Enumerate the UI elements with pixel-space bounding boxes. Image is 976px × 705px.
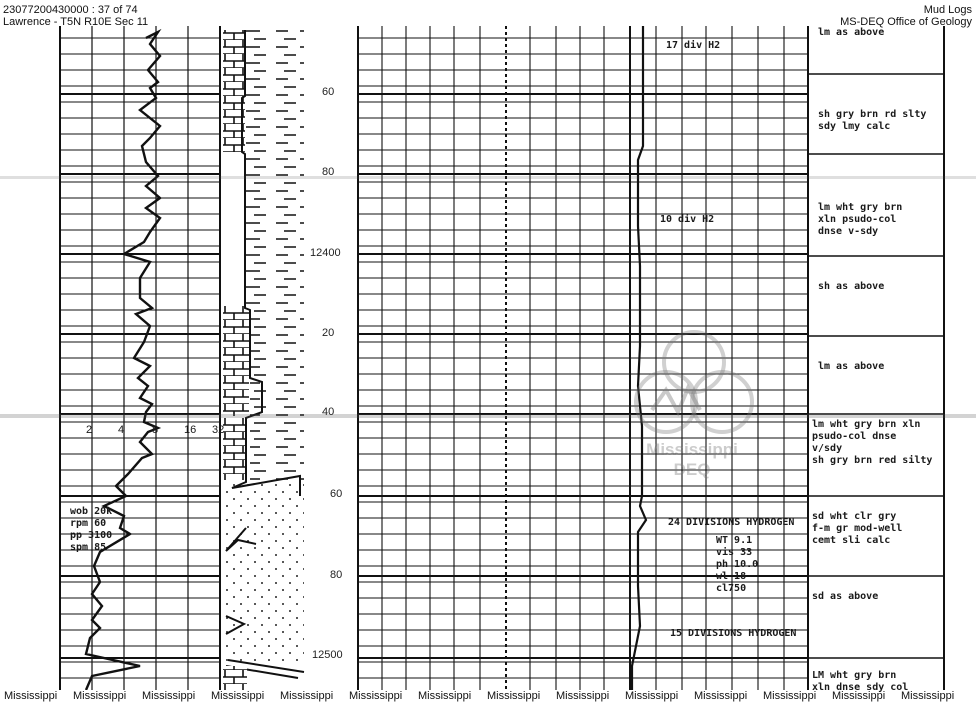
footer-label: Mississippi [73,690,127,702]
footer-label: Mississippi [418,690,472,702]
shale-fill-upper [246,30,304,306]
mud-properties: WT 9.1 vis 33 ph 10.0 wl 18 cl750 [716,535,759,594]
footer-label: Mississippi [625,690,679,702]
scan-seam-upper [0,176,976,179]
msdeq-watermark [630,326,754,486]
footer-label: Mississippi [349,690,403,702]
gas-note: 24 DIVISIONS HYDROGEN [668,517,795,528]
lithology-description: lm as above [818,361,885,372]
lithology-description: LM wht gry brn xln dnse sdy col [812,670,909,693]
footer-watermark-strip [0,690,976,705]
lithology-description: lm wht gry brn xln psudo-col dnse v/sdy sh gry brn red silty [812,419,933,466]
lithology-description: sh gry brn rd slty sdy lmy calc [818,109,927,132]
limestone-fill-mid [223,306,249,416]
footer-label: Mississippi [694,690,748,702]
shale-fill-mid [250,306,304,481]
gas-note: 10 div H2 [660,214,715,225]
sand-fill [223,481,304,661]
agency-name: MS-DEQ Office of Geology [840,16,972,28]
footer-label: Mississippi [556,690,610,702]
drilling-parameters: wob 20k rpm 60 pp 3100 spm 85 [70,506,113,553]
depth-label: 80 [322,166,335,178]
depth-label: 40 [322,406,335,418]
document-id: 23077200430000 : 37 of 74 [3,4,138,16]
lithology-description: sd as above [812,591,879,602]
watermark-text: Mississippi [646,440,738,459]
footer-label: Mississippi [280,690,334,702]
footer-label: Mississippi [901,690,955,702]
scale-tick-2: 2 [86,424,93,436]
watermark-logo-icon [630,326,754,436]
gas-note: 15 DIVISIONS HYDROGEN [670,628,797,639]
scale-tick-32: 32 [212,424,225,436]
depth-label: 20 [322,327,335,339]
footer-label: Mississippi [763,690,817,702]
depth-label: 12400 [310,247,341,259]
scale-tick-8: 8 [152,424,159,436]
scale-tick-16: 16 [184,424,197,436]
lithology-description: sd wht clr gry f-m gr mod-well cemt sli calc [812,511,903,546]
depth-label: 60 [322,86,335,98]
depth-label: 12500 [312,649,343,661]
limestone-fill-bottom [223,666,247,690]
footer-label: Mississippi [832,690,886,702]
scan-seam [0,414,976,418]
mud-log-scan [0,26,976,693]
drill-rate-curve [86,32,160,690]
document-type: Mud Logs [923,4,972,16]
scale-tick-4: 4 [118,424,125,436]
footer-label: Mississippi [142,690,196,702]
well-location: Lawrence - T5N R10E Sec 11 [3,16,149,28]
depth-label: 80 [330,569,343,581]
footer-label: Mississippi [487,690,541,702]
watermark-text: DEQ [673,460,711,479]
lithology-description: lm as above [818,27,885,38]
limestone-fill-lower [223,418,245,480]
gas-note: 17 div H2 [666,40,721,51]
depth-label: 60 [330,488,343,500]
lithology-description: lm wht gry brn xln psudo-col dnse v-sdy [818,202,903,237]
footer-label: Mississippi [4,690,58,702]
lithology-description: sh as above [818,281,885,292]
footer-label: Mississippi [211,690,265,702]
